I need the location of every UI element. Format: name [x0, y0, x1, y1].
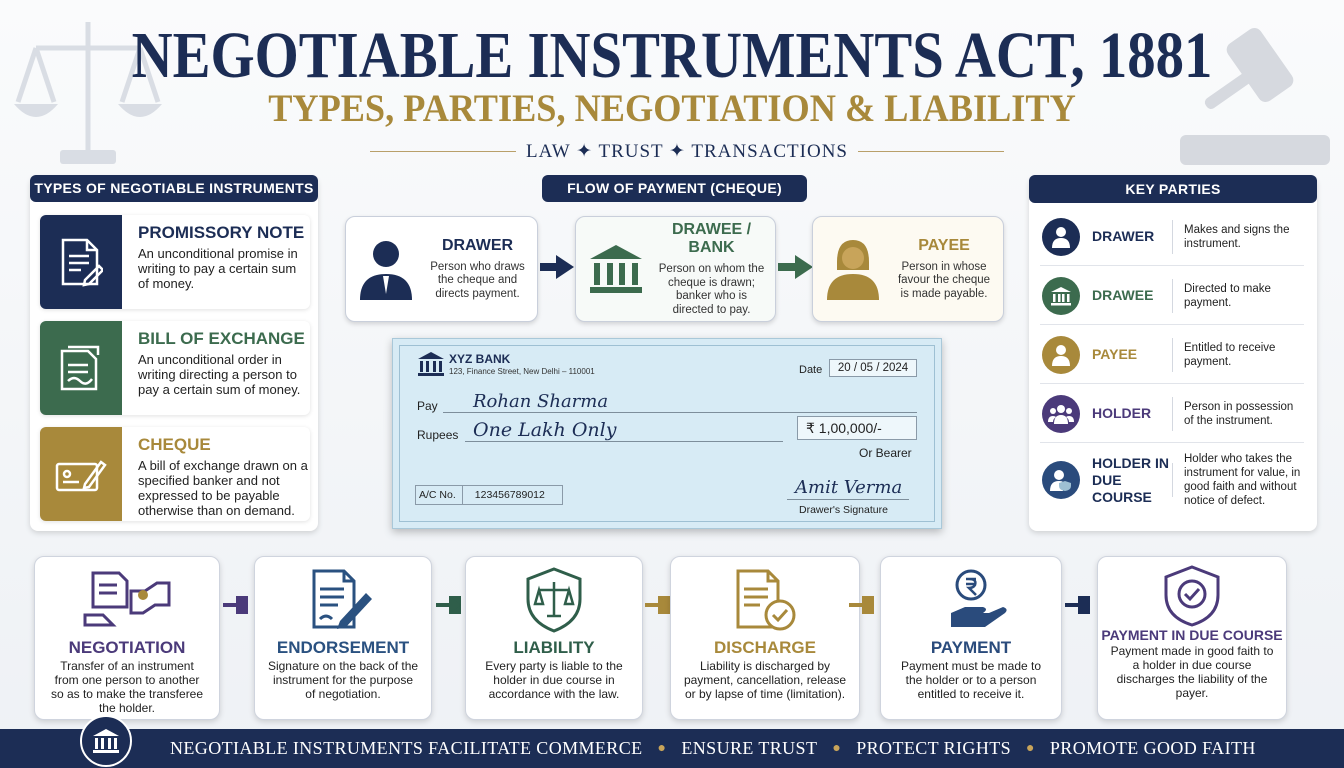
flow-arrow — [795, 255, 813, 279]
step-description: Signature on the back of the instrument for the purpose of negotiation. — [267, 659, 419, 701]
pen-document-icon — [308, 567, 378, 633]
party-payee — [1040, 326, 1304, 384]
divider — [1172, 338, 1173, 372]
bullet-icon: ● — [1026, 740, 1035, 756]
person-icon — [356, 236, 416, 302]
bank-icon — [417, 351, 445, 377]
party-name: HOLDER — [1092, 405, 1152, 421]
party-drawer — [1040, 208, 1304, 266]
handover-icon — [81, 567, 173, 633]
party-name: DRAWEE — [1092, 287, 1154, 303]
document-check-icon — [730, 567, 800, 633]
flow-description: Person in whose favour the cheque is made payable. — [897, 260, 991, 300]
footer-emblem — [80, 715, 132, 767]
party-name: PAYEE — [1092, 346, 1138, 362]
sample-cheque — [392, 338, 942, 529]
document-icon — [59, 236, 103, 288]
step-description: Payment made in good faith to a holder in due course discharges the liability of the payer. — [1110, 644, 1274, 700]
type-card-promissory-note — [40, 215, 310, 309]
parties-heading: KEY PARTIES — [1029, 175, 1317, 203]
flow-drawer — [345, 216, 538, 322]
step-name: PAYMENT — [930, 638, 1012, 657]
cheque-amount-box: ₹ 1,00,000/- — [797, 416, 917, 440]
step-arrow — [1078, 596, 1090, 614]
cheque-account-box — [415, 485, 563, 505]
flow-payee — [812, 216, 1004, 322]
type-icon-box — [40, 427, 122, 521]
party-icon-badge — [1042, 336, 1080, 374]
party-description: Entitled to receive payment. — [1184, 341, 1276, 368]
cheque-rupees-label: Rupees — [417, 428, 459, 442]
divider — [1172, 220, 1173, 254]
type-name: PROMISSORY NOTE — [138, 223, 305, 242]
shield-scales-icon — [523, 566, 585, 634]
bank-icon — [588, 241, 644, 297]
cheque-bank-address: 123, Finance Street, New Delhi – 110001 — [449, 367, 595, 376]
step-description: Liability is discharged by payment, cancellation, release or by lapse of time (limitation). — [683, 659, 847, 701]
flow-heading: FLOW OF PAYMENT (CHEQUE) — [542, 175, 807, 202]
type-name: BILL OF EXCHANGE — [138, 329, 305, 348]
types-heading: TYPES OF NEGOTIABLE INSTRUMENTS — [30, 175, 318, 202]
party-name: HOLDER IN DUE COURSE — [1092, 454, 1169, 505]
flow-name: DRAWEE / BANK — [671, 221, 752, 256]
type-description: An unconditional order in writing directing a person to pay a certain sum of money. — [138, 352, 301, 397]
cheque-amount-words: One Lakh Only — [473, 419, 617, 441]
party-name: DRAWER — [1092, 228, 1155, 244]
party-drawee — [1040, 267, 1304, 325]
step-endorsement — [254, 556, 432, 720]
bank-icon — [1050, 286, 1072, 306]
flow-name: DRAWER — [441, 236, 514, 254]
step-arrow — [658, 596, 670, 614]
footer-item: ENSURE TRUST — [681, 738, 818, 758]
footer-item: PROMOTE GOOD FAITH — [1049, 738, 1256, 758]
group-icon — [1048, 404, 1074, 424]
person-icon — [1051, 344, 1071, 366]
page-title: NEGOTIABLE INSTRUMENTS ACT, 1881 — [131, 19, 1213, 92]
type-card-bill-of-exchange — [40, 321, 310, 415]
cheque-pay-label: Pay — [417, 399, 438, 413]
footer-banner — [0, 729, 1344, 768]
step-arrow — [236, 596, 248, 614]
type-icon-box — [40, 215, 122, 309]
flow-drawee-bank — [575, 216, 776, 322]
divider — [1172, 463, 1173, 497]
cheque-bearer-label: Or Bearer — [859, 446, 912, 460]
tagline: LAW ✦ TRUST ✦ TRANSACTIONS — [526, 140, 849, 162]
party-icon-badge — [1042, 218, 1080, 256]
party-icon-badge — [1042, 277, 1080, 315]
step-payment — [880, 556, 1062, 720]
shield-check-icon — [1161, 564, 1223, 628]
page-subtitle: TYPES, PARTIES, NEGOTIATION & LIABILITY — [268, 87, 1076, 130]
flow-arrow-shaft — [778, 263, 796, 271]
footer-item: PROTECT RIGHTS — [856, 738, 1012, 758]
step-discharge — [670, 556, 860, 720]
type-icon-box — [40, 321, 122, 415]
flow-arrow — [556, 255, 574, 279]
footer-item: NEGOTIABLE INSTRUMENTS FACILITATE COMMERCE — [170, 738, 643, 758]
type-card-cheque — [40, 427, 310, 521]
person-female-icon — [823, 236, 883, 302]
step-payment-in-due-course — [1097, 556, 1287, 720]
divider — [858, 151, 1004, 152]
type-name: CHEQUE — [138, 435, 211, 454]
step-negotiation — [34, 556, 220, 720]
bullet-icon: ● — [832, 740, 842, 756]
step-liability — [465, 556, 643, 720]
cheque-bank-name: XYZ BANK — [449, 352, 511, 366]
cheque-rupees-line — [465, 441, 783, 442]
footer-items — [170, 729, 1256, 768]
step-description: Every party is liable to the holder in due course in accordance with the law. — [485, 659, 623, 701]
cheque-signature: Amit Verma — [795, 477, 903, 498]
bullet-icon: ● — [657, 740, 667, 756]
step-arrow — [862, 596, 874, 614]
bank-icon — [92, 728, 120, 754]
step-name: NEGOTIATION — [68, 638, 186, 657]
party-description: Holder who takes the instrument for value, in good faith and without notice of defect. — [1184, 453, 1301, 507]
flow-name: PAYEE — [918, 236, 970, 254]
bill-icon — [58, 343, 104, 393]
cheque-payee-name: Rohan Sharma — [473, 391, 609, 412]
step-name: DISCHARGE — [713, 638, 816, 657]
tagline-bar — [370, 140, 1004, 162]
cheque-signature-label: Drawer's Signature — [799, 504, 888, 516]
step-description: Payment must be made to the holder or to a person entitled to receive it. — [900, 659, 1042, 701]
party-description: Directed to make payment. — [1184, 282, 1271, 309]
step-name: ENDORSEMENT — [276, 638, 410, 657]
party-description: Person in possession of the instrument. — [1184, 400, 1294, 427]
cheque-signature-line — [787, 499, 909, 500]
cheque-account-number: 123456789012 — [474, 489, 545, 501]
cheque-account-label: A/C No. — [416, 486, 463, 504]
divider — [1172, 279, 1173, 313]
step-name: PAYMENT IN DUE COURSE — [1101, 627, 1283, 643]
party-icon-badge — [1042, 395, 1080, 433]
hand-coin-icon — [933, 567, 1009, 633]
party-holder-in-due-course — [1040, 444, 1304, 516]
flow-description: Person who draws the cheque and directs payment. — [430, 260, 525, 300]
party-icon-badge — [1042, 461, 1080, 499]
type-description: A bill of exchange drawn on a specified banker and not expressed to be payable otherwise than on demand. — [138, 458, 308, 518]
person-icon — [1051, 226, 1071, 248]
step-name: LIABILITY — [513, 638, 595, 657]
cheque-pay-line — [443, 412, 917, 413]
cheque-date-label: Date — [799, 364, 823, 376]
cheque-date-field: 20 / 05 / 2024 — [829, 359, 917, 377]
person-shield-icon — [1050, 469, 1072, 491]
party-description: Makes and signs the instrument. — [1184, 223, 1290, 250]
divider — [1172, 397, 1173, 431]
cheque-icon — [55, 454, 107, 494]
step-arrow — [449, 596, 461, 614]
type-description: An unconditional promise in writing to pay a certain sum of money. — [138, 246, 298, 291]
step-description: Transfer of an instrument from one person to another so as to make the transferee the holder. — [50, 659, 204, 715]
flow-arrow-shaft — [540, 263, 558, 271]
divider — [370, 151, 516, 152]
party-holder — [1040, 385, 1304, 443]
flow-description: Person on whom the cheque is drawn; banker who is directed to pay. — [658, 263, 765, 316]
